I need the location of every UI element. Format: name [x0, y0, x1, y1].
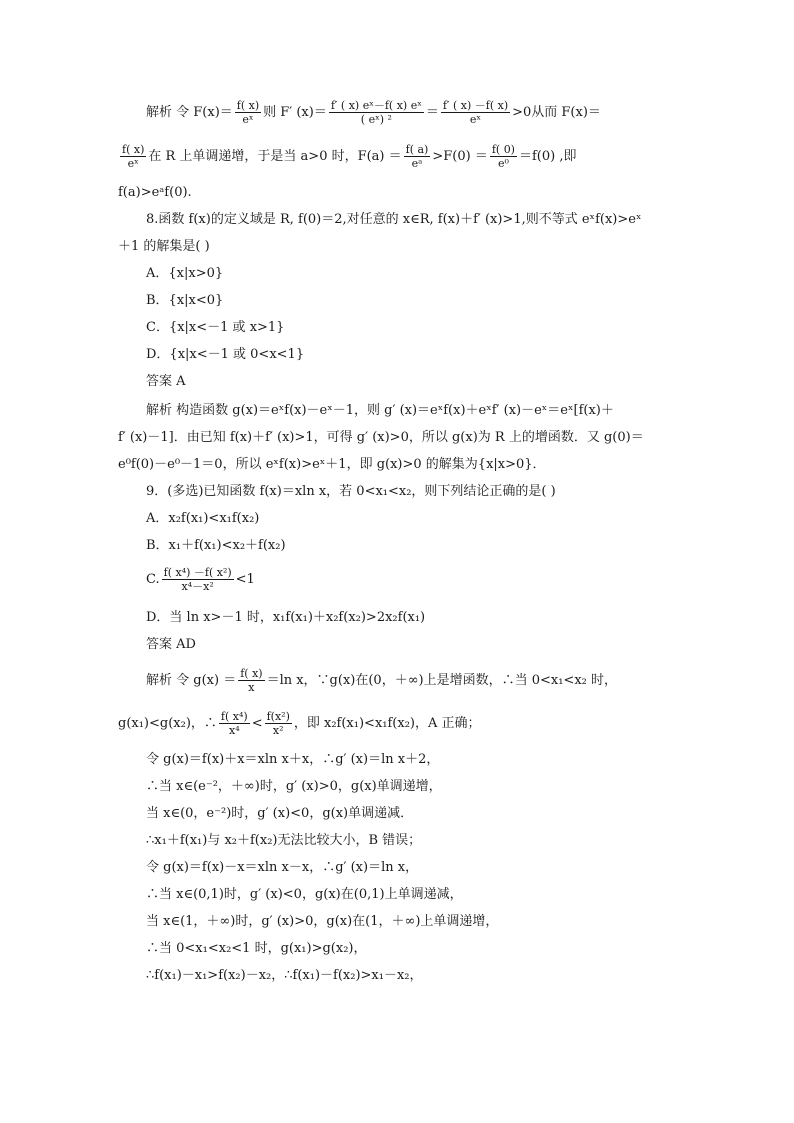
- fraction: [120, 143, 146, 170]
- question-8-stem: 8.函数 f(x)的定义域是 R, f(0)＝2,对任意的 x∈R, f(x)＋f′ (x)>1,则不等式 eˣf(x)>eˣ: [146, 212, 642, 227]
- option-d: D．当 ln x>－1 时，x₁f(x₁)＋x₂f(x₂)>2x₂f(x₁): [146, 610, 426, 625]
- fraction: [490, 143, 517, 170]
- answer-9: 答案 AD: [146, 637, 196, 652]
- text: ＝f(0) ,即: [518, 149, 577, 164]
- text: 解析 令 g(x) ＝: [146, 673, 237, 688]
- numerator: f′ ( x) －f( x): [442, 99, 509, 112]
- text: C.: [146, 572, 160, 587]
- denominator: e⁰: [490, 156, 517, 170]
- text: >F(0) ＝: [432, 149, 488, 164]
- solution-9-line-5: 当 x∈(0，e⁻²)时，g′ (x)<0，g(x)单调递减．: [146, 806, 414, 821]
- solution-9-line-10: ∴当 0<x₁<x₂<1 时，g(x₁)>g(x₂)，: [146, 941, 367, 956]
- solution-8-line-2: f′ (x)－1]．由已知 f(x)＋f′ (x)>1，可得 g′ (x)>0，所以 g(x)为 R 上的增函数．又 g(0)＝: [118, 430, 644, 445]
- numerator: f′ ( x) eˣ－f( x) eˣ: [330, 99, 422, 112]
- fraction: [219, 710, 250, 737]
- text: g(x₁)<g(x₂)，∴: [118, 716, 217, 731]
- option-a: A．x₂f(x₁)<x₁f(x₂): [146, 511, 260, 526]
- option-d: D．{x|x<－1 或 0<x<1}: [146, 347, 305, 362]
- denominator: x²: [265, 723, 292, 737]
- denominator: x⁴: [219, 723, 250, 737]
- text: >0从而 F(x)＝: [512, 105, 601, 120]
- solution-8-line-3: e⁰f(0)－e⁰－1＝0，所以 eˣf(x)>eˣ＋1，即 g(x)>0 的解集为{x|x>0}．: [118, 457, 546, 472]
- question-9-stem: 9．(多选)已知函数 f(x)＝xln x，若 0<x₁<x₂，则下列结论正确的是( ): [146, 484, 556, 499]
- solution-7-line-2: [118, 142, 576, 172]
- option-a: A．{x|x>0}: [146, 266, 224, 281]
- solution-9-line-2: [118, 709, 481, 739]
- solution-9-line-8: ∴当 x∈(0,1)时，g′ (x)<0，g(x)在(0,1)上单调递减，: [146, 887, 463, 902]
- answer-8: 答案 A: [146, 374, 186, 389]
- numerator: f( x): [240, 667, 263, 680]
- fraction: [162, 566, 234, 593]
- denominator: eˣ: [235, 112, 261, 126]
- solution-9-line-11: ∴f(x₁)－x₁>f(x₂)－x₂，∴f(x₁)－f(x₂)>x₁－x₂，: [146, 968, 423, 983]
- fraction: [238, 667, 264, 694]
- option-b: B．x₁＋f(x₁)<x₂＋f(x₂): [146, 538, 286, 553]
- denominator: eˣ: [441, 112, 510, 126]
- option-c: C．{x|x<－1 或 x>1}: [146, 320, 285, 335]
- text: 则 F′ (x)＝: [263, 105, 327, 120]
- text: <: [251, 716, 263, 731]
- denominator: eˣ: [120, 156, 146, 170]
- solution-7-line-3: f(a)>eᵃf(0).: [118, 185, 192, 200]
- solution-9-line-1: [146, 666, 617, 696]
- numerator: f( x): [236, 99, 260, 112]
- text: 在 R 上单调递增，于是当 a>0 时，F(a) ＝: [148, 149, 402, 164]
- option-b: B．{x|x<0}: [146, 293, 224, 308]
- text: ＝ln x，∵g(x)在(0，＋∞)上是增函数，∴当 0<x₁<x₂ 时，: [266, 673, 618, 688]
- solution-9-line-9: 当 x∈(1，＋∞)时，g′ (x)>0，g(x)在(1，＋∞)上单调递增，: [146, 914, 499, 929]
- text: <1: [235, 572, 255, 587]
- numerator: f(x²): [266, 710, 290, 723]
- solution-9-line-3: 令 g(x)＝f(x)＋x＝xln x＋x，∴g′ (x)＝ln x＋2，: [146, 752, 440, 767]
- numerator: f( x⁴): [220, 710, 248, 723]
- fraction: [265, 710, 292, 737]
- fraction: [404, 143, 431, 170]
- fraction: [329, 99, 424, 126]
- solution-9-line-7: 令 g(x)＝f(x)－x＝xln x－x，∴g′ (x)＝ln x，: [146, 860, 419, 875]
- numerator: f( x⁴) －f( x²): [163, 566, 232, 579]
- fraction: [441, 99, 510, 126]
- denominator: eᵃ: [404, 156, 431, 170]
- numerator: f( 0): [491, 143, 515, 156]
- solution-8-line-1: 解析 构造函数 g(x)＝eˣf(x)－eˣ－1，则 g′ (x)＝eˣf(x)＋eˣf′ (x)－eˣ＝eˣ[f(x)＋: [146, 403, 614, 418]
- denominator: ( eˣ) ²: [329, 112, 424, 126]
- solution-9-line-4: ∴当 x∈(e⁻²，＋∞)时，g′ (x)>0，g(x)单调递增，: [146, 779, 442, 794]
- text: ，即 x₂f(x₁)<x₁f(x₂)，A 正确；: [293, 716, 481, 731]
- numerator: f( x): [122, 143, 145, 156]
- denominator: x⁴－x²: [162, 579, 234, 593]
- question-8-stem-cont: ＋1 的解集是( ): [118, 239, 210, 254]
- option-c: [146, 565, 255, 595]
- text: ＝: [425, 105, 439, 120]
- fraction: [235, 99, 261, 126]
- numerator: f( a): [405, 143, 429, 156]
- solution-9-line-6: ∴x₁＋f(x₁)与 x₂＋f(x₂)无法比较大小，B 错误；: [146, 833, 422, 848]
- text: 解析 令 F(x)＝: [146, 105, 233, 120]
- solution-7-line-1: [146, 98, 601, 128]
- denominator: x: [238, 680, 264, 694]
